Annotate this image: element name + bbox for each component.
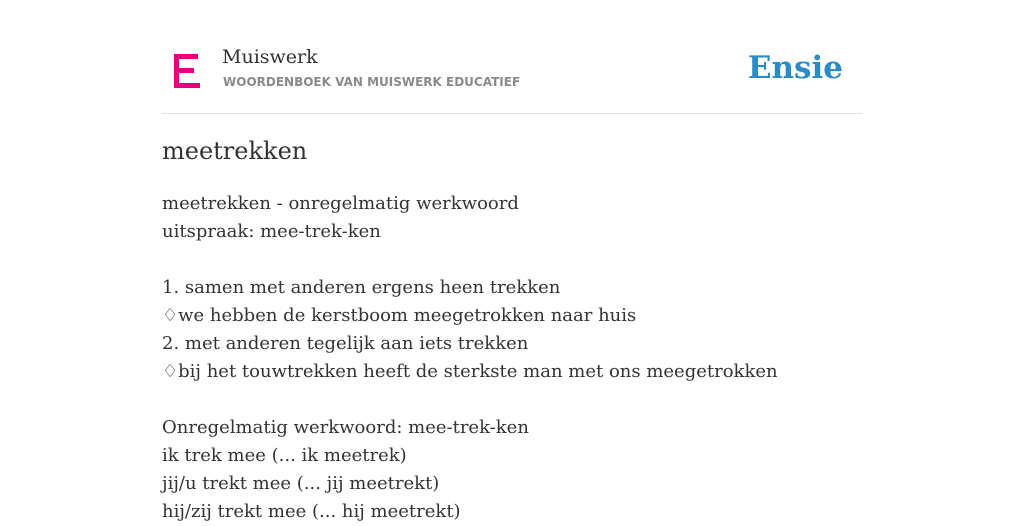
definition-line: hij/zij trekt mee (... hij meetrekt) (162, 501, 461, 522)
site-header (162, 0, 862, 114)
ensie-logo[interactable]: Ensie (747, 50, 843, 86)
definition-line: ♢we hebben de kerstboom meegetrokken naar huis (162, 305, 637, 326)
definition-line: Onregelmatig werkwoord: mee-trek-ken (162, 417, 529, 438)
definition-line: ♢bij het touwtrekken heeft de sterkste man met ons meegetrokken (162, 361, 778, 382)
definition-line: meetrekken - onregelmatig werkwoord (162, 193, 519, 214)
definition-line (162, 386, 862, 414)
brand-subtitle: WOORDENBOEK VAN MUISWERK EDUCATIEF (223, 75, 521, 89)
muiswerk-logo-icon[interactable] (174, 54, 200, 88)
definition-body (162, 190, 862, 526)
definition-line (162, 246, 862, 274)
brand-name[interactable]: Muiswerk (222, 46, 318, 68)
definition-line: jij/u trekt mee (... jij meetrekt) (162, 473, 440, 494)
definition-line: uitspraak: mee-trek-ken (162, 221, 381, 242)
definition-line: 1. samen met anderen ergens heen trekken (162, 277, 561, 298)
definition-line: ik trek mee (... ik meetrek) (162, 445, 407, 466)
page-title: meetrekken (162, 137, 308, 165)
definition-line: 2. met anderen tegelijk aan iets trekken (162, 333, 529, 354)
